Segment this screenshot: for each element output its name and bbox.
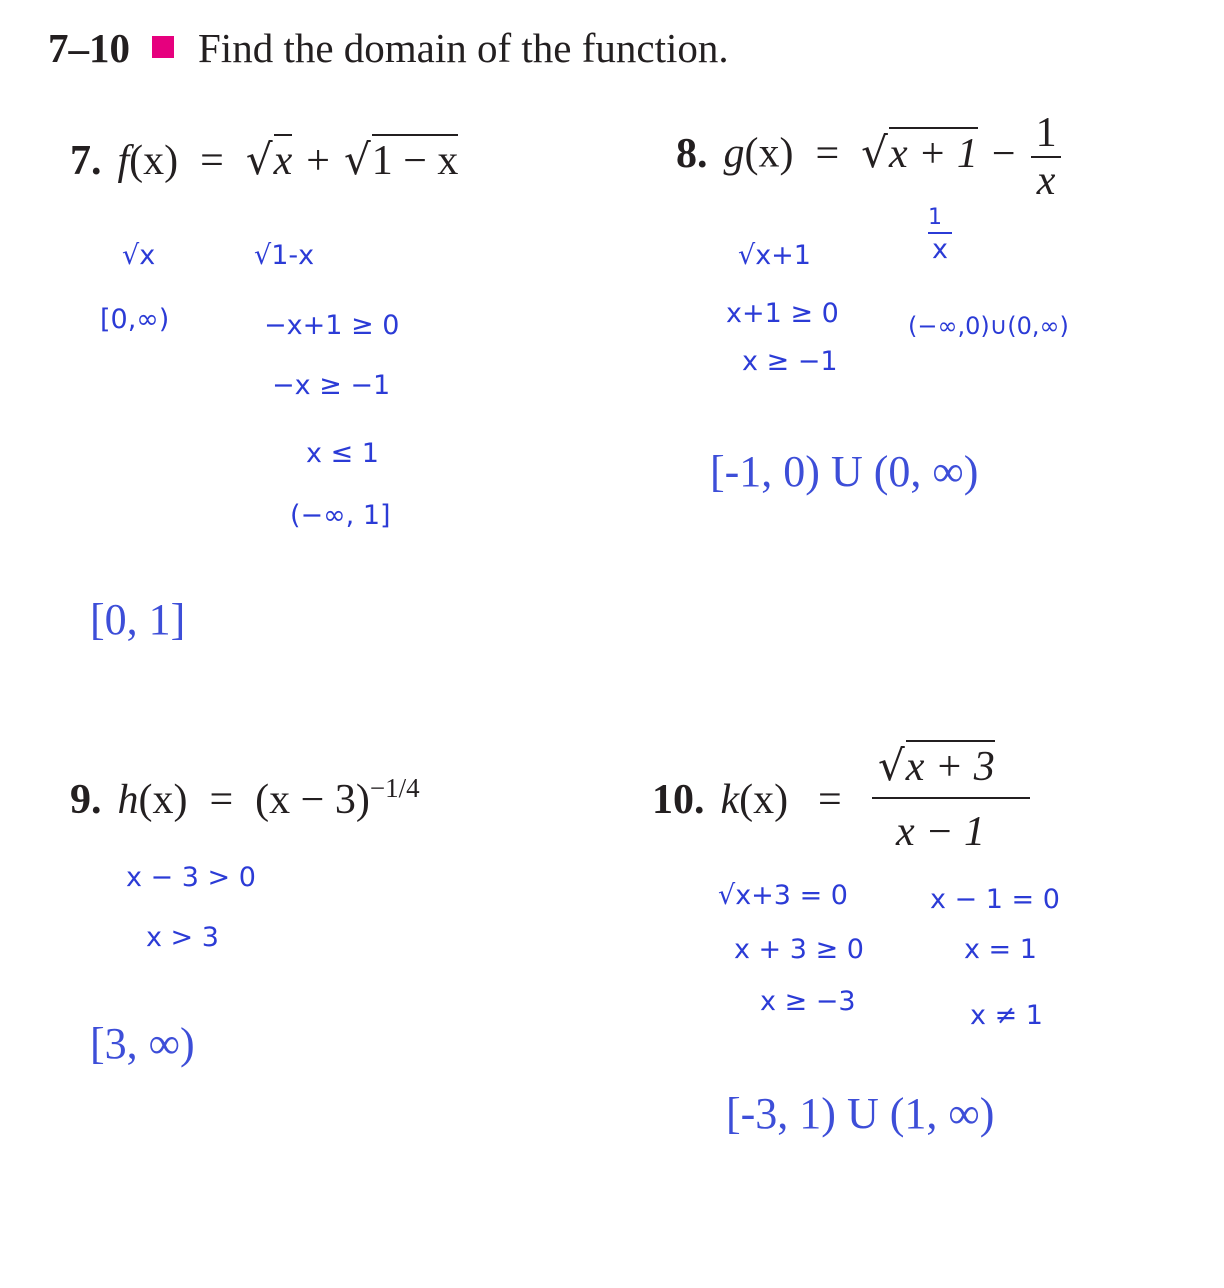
work-line: x − 3 > 0 <box>126 862 256 893</box>
work-line: x = 1 <box>964 934 1037 965</box>
work-line: x+1 ≥ 0 <box>726 298 839 329</box>
work-line: x ≥ −3 <box>760 986 856 1017</box>
fraction-bar <box>872 797 1030 799</box>
function-name: k <box>720 777 740 823</box>
exponent: −1/4 <box>369 773 420 803</box>
work-line: x > 3 <box>146 922 219 953</box>
radical-sign: √ <box>861 127 888 177</box>
problem-8-statement <box>676 110 1063 204</box>
fraction-numerator: 1 <box>1035 110 1057 156</box>
work-line: (−∞,0)∪(0,∞) <box>908 312 1069 340</box>
problem-9-statement <box>70 774 420 830</box>
fraction-numerator <box>878 740 995 793</box>
exercise-range: 7–10 <box>48 25 130 71</box>
square-bullet-icon <box>152 36 174 58</box>
radical-sign: √ <box>245 135 273 184</box>
function-name: h <box>117 777 139 823</box>
answer-7: [0, 1] <box>90 595 186 644</box>
work-line: x ≤ 1 <box>306 438 379 469</box>
radicand: x <box>274 134 293 184</box>
work-line: √x <box>122 240 156 271</box>
problem-number: 8. <box>676 130 708 177</box>
fraction <box>1030 110 1063 204</box>
exercise-header <box>48 22 729 74</box>
equals-sign: = <box>815 130 840 177</box>
operator: − <box>991 130 1016 177</box>
problem-10-statement <box>652 774 788 826</box>
problem-number: 9. <box>70 777 102 823</box>
work-line: (−∞, 1] <box>290 500 391 531</box>
radical-sign: √ <box>343 135 371 184</box>
radical-sign: √ <box>878 741 905 790</box>
work-line: x + 3 ≥ 0 <box>734 934 864 965</box>
equals-sign: = <box>818 777 842 823</box>
work-line: −x+1 ≥ 0 <box>264 310 400 341</box>
problem-7-statement <box>70 134 458 187</box>
work-line: 1 <box>928 205 942 230</box>
work-line: √x+3 = 0 <box>718 880 848 911</box>
fraction-denominator <box>896 806 985 858</box>
function-arg: (x) <box>744 130 794 177</box>
work-line: x ≥ −1 <box>742 346 838 377</box>
base-expression: (x − 3) <box>255 777 370 823</box>
fraction-denominator: x <box>1031 156 1062 204</box>
function-arg: (x) <box>739 777 789 823</box>
instruction-text: Find the domain of the function. <box>198 25 729 71</box>
radicand: 1 − x <box>372 134 459 184</box>
problem-number: 10. <box>652 777 705 823</box>
radicand: x + 1 <box>889 127 978 177</box>
function-arg: (x) <box>129 138 179 184</box>
operator: + <box>306 138 330 184</box>
work-line: √1-x <box>254 240 315 271</box>
equals-sign: = <box>200 138 224 184</box>
radicand: x + 3 <box>906 740 995 790</box>
work-line: x − 1 = 0 <box>930 884 1060 915</box>
work-line: √x+1 <box>738 240 811 271</box>
problem-number: 7. <box>70 138 102 184</box>
function-name: g <box>723 130 745 177</box>
work-line: x ≠ 1 <box>970 1000 1043 1031</box>
answer-8: [-1, 0) U (0, ∞) <box>710 447 979 496</box>
equals-sign: = <box>209 777 234 823</box>
work-line: x <box>928 232 952 266</box>
answer-10: [-3, 1) U (1, ∞) <box>726 1089 995 1138</box>
function-name: f <box>117 138 130 184</box>
work-line: −x ≥ −1 <box>272 370 391 401</box>
answer-9: [3, ∞) <box>90 1019 195 1068</box>
work-line: [0,∞) <box>100 304 170 335</box>
function-arg: (x) <box>138 777 188 823</box>
denominator-expression: x − 1 <box>896 809 985 855</box>
